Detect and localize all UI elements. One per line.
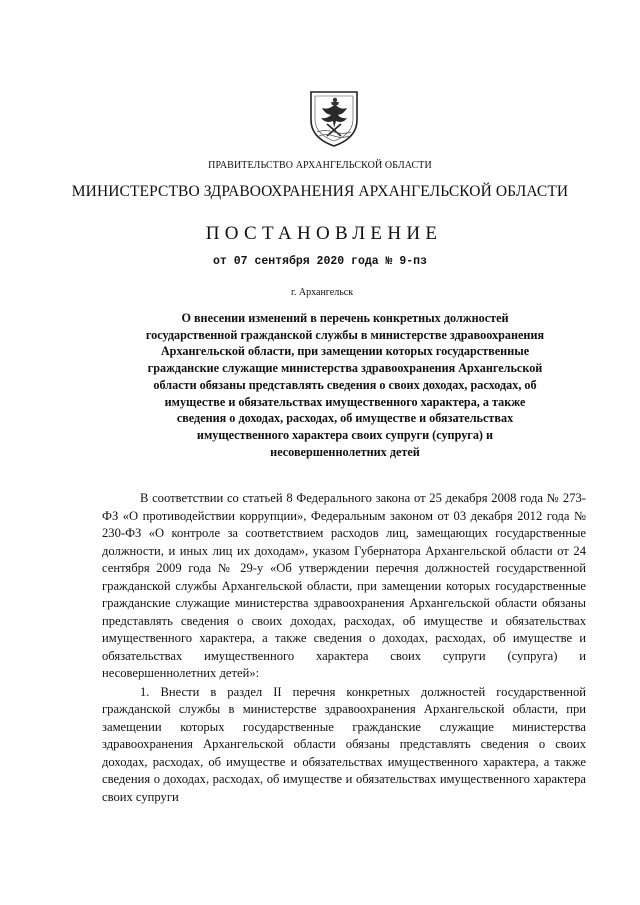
document-date-number: от 07 сентября 2020 года № 9-пз	[213, 255, 427, 268]
ministry-name: МИНИСТЕРСТВО ЗДРАВООХРАНЕНИЯ АРХАНГЕЛЬСКОЙ ОБЛАСТИ	[71, 183, 569, 200]
title-line: государственной гражданской службы в министерстве здравоохранения	[145, 327, 545, 342]
coat-of-arms-icon	[305, 88, 363, 148]
title-line: Архангельской области, при замещении которых государственные	[160, 344, 530, 359]
government-name: ПРАВИТЕЛЬСТВО АРХАНГЕЛЬСКОЙ ОБЛАСТИ	[208, 160, 432, 171]
title-line: несовершеннолетних детей	[270, 444, 420, 459]
body-paragraph: В соответствии со статьей 8 Федерального закона от 25 декабря 2008 года № 273-ФЗ «О противодействии коррупции», Федеральным законом от 03 декабря 2012 года № 230-ФЗ «О контроле за соответствием расходов лиц, замещающих государственные должности, и иных лиц их доходам», указом Губернатора Архангельской области от 24 сентября 2009 года № 29-у «Об утверждении перечня должностей государственной гражданской службы Архангельской области, при замещении которых государственные гражданские служащие министерства здравоохранения Архангельской области обязаны представлять сведения о своих доходах, расходах, об имуществе и обязательствах имущественного характера, а также сведения о доходах, расходах, об имуществе и обязательствах имущественного характера своих супруги (супруга) и несовершеннолетних детей»:	[102, 491, 586, 680]
title-line: имущественного характера своих супруги (супруга) и	[196, 427, 494, 442]
document-type: ПОСТАНОВЛЕНИЕ	[205, 223, 443, 244]
document-city: г. Архангельск	[290, 287, 354, 298]
document-title	[100, 310, 590, 460]
title-line: области обязаны представлять сведения о своих доходах, расходах, об	[153, 377, 537, 392]
title-line: имуществе и обязательствах имущественного характера, а также	[164, 394, 526, 409]
title-line: сведения о доходах, расходах, об имуществе и обязательствах	[176, 411, 514, 426]
body-paragraph: 1. Внести в раздел II перечня конкретных должностей государственной гражданской службы в министерстве здравоохранения Архангельской области, при замещении которых государственные гражданские служащие министерства здравоохранения Архангельской области обязаны представлять сведения о своих доходах, расходах, об имуществе и обязательствах имущественного характера, а также сведения о доходах, расходах, об имуществе и обязательствах имущественного характера своих супруги	[102, 684, 586, 804]
title-line: О внесении изменений в перечень конкретных должностей	[181, 311, 509, 325]
document-body	[102, 490, 586, 806]
title-line: гражданские служащие министерства здравоохранения Архангельской	[147, 361, 543, 376]
